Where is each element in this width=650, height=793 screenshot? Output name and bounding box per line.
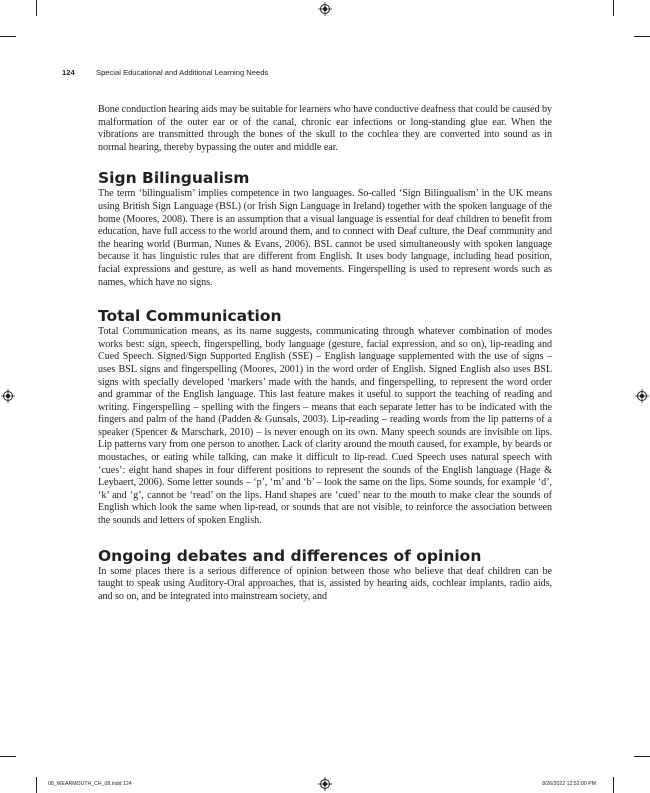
registration-mark-icon: [635, 389, 649, 403]
section-heading: Total Communication: [98, 307, 282, 326]
page-number: 124: [62, 67, 75, 77]
section-heading: Sign Bilingualism: [98, 169, 250, 188]
crop-mark: [0, 756, 16, 757]
running-title: Special Educational and Additional Learning Needs: [96, 67, 269, 77]
registration-mark-icon: [1, 389, 15, 403]
crop-mark: [634, 756, 650, 757]
running-head: [62, 66, 590, 78]
slug-footer: [48, 781, 602, 791]
page-body: [98, 104, 552, 603]
body-paragraph: Total Communication means, as its name suggests, communicating through whatever combination of modes works best: sign, speech, fingerspelling, body language (gesture, facial expression, and so on), lip-reading and Cued Speech. Signed/Sign Supported English (SSE) – English language supplemented with the use of signs – uses BSL signs and fingerspelling (Moores, 2001) in the word order of English. Signed English also uses BSL signs with specially developed ‘markers’ made with the hands, and fingerspelling, to represent the word order and grammar of the English language. This last feature makes it useful to support the teaching of reading and writing. Fingerspelling – spelling with the fingers – means that each separate letter has to be indicated with the fingers and palm of the hand (Padden & Gunsals, 2003). Lip-reading – reading words from the lip patterns of a speaker (Spencer & Marschark, 2010) – is never enough on its own. Many speech sounds are invisible on lips. Lip patterns vary from one person to another. Lack of clarity around the mouth caused, for example, by beards or moustaches, or eating while talking, can make it difficult to lip-read. Cued Speech uses natural speech with ‘cues’: eight hand shapes in four different positions to represent the sounds of the English language (Hage & Leybaert, 2006). Some letter sounds – ‘p’, ‘m’ and ‘b’ – look the same on the lips. Some sounds, for example ‘d’, ‘k’ and ‘g’, cannot be ‘read’ on the lips. Hand shapes are ‘cued’ near to the mouth to make clear the sounds of English which look the same when lip-read, or sounds that are not visible, to reinforce the association between the sounds and letters of spoken English.: [98, 326, 552, 527]
crop-mark: [36, 777, 37, 793]
crop-mark: [613, 0, 614, 16]
file-name: 08_WEARMOUTH_CH_08.indd 124: [48, 781, 132, 787]
crop-mark: [0, 36, 16, 37]
timestamp: 8/26/2022 12:52:00 PM: [542, 781, 596, 787]
body-paragraph: In some places there is a serious difference of opinion between those who believe that deaf children can be taught to speak using Auditory-Oral approaches, that is, assisted by hearing aids, cochlear implants, radio aids, and so on, and be integrated into mainstream society, and: [98, 565, 552, 602]
registration-mark-icon: [318, 2, 332, 16]
section-heading: Ongoing debates and differences of opinion: [98, 546, 482, 565]
body-paragraph: Bone conduction hearing aids may be suitable for learners who have conductive deafness that could be caused by malformation of the outer ear or of the canal, chronic ear infections or long-standing glue ear. When the vibrations are transmitted through the bones of the skull to the cochlea they are converted into sound as in normal hearing, thereby bypassing the outer and middle ear.: [98, 104, 552, 153]
crop-mark: [613, 777, 614, 793]
crop-mark: [36, 0, 37, 16]
crop-mark: [634, 36, 650, 37]
body-paragraph: The term ‘bilingualism’ implies competence in two languages. So-called ‘Sign Bilingualism’ in the UK means using British Sign Language (BSL) (or Irish Sign Language in Ireland) together with the spoken language of the home (Moores, 2008). There is an assumption that a visual language is essential for deaf children to benefit from education, have full access to the world around them, and to connect with Deaf culture, the Deaf community and the hearing world (Burman, Nunes & Evans, 2006). BSL cannot be used simultaneously with spoken language because it has linguistic rules that are different from English. It uses body language, including head position, facial expressions and gesture, as well as hand movements. Fingerspelling is used to represent words such as names, which have no signs.: [98, 188, 552, 288]
